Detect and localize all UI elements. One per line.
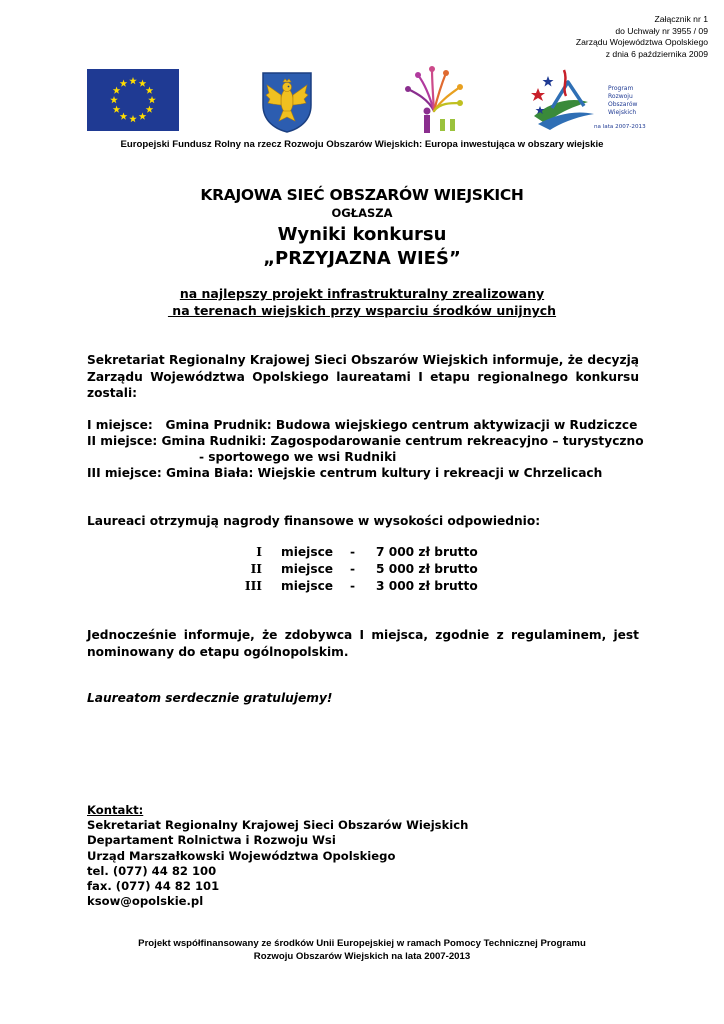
subtitle-line: na najlepszy projekt infrastrukturalny zrealizowany <box>179 286 545 301</box>
attachment-note <box>468 14 708 60</box>
attachment-line: Załącznik nr 1 <box>654 14 708 24</box>
contact-fax: fax. (077) 44 82 101 <box>87 879 220 894</box>
contact-line: Departament Rolnictwa i Rozwoju Wsi <box>87 833 336 848</box>
congratulations: Laureatom serdecznie gratulujemy! <box>87 691 333 705</box>
leader-logo <box>398 63 470 135</box>
award-word: miejsce <box>281 562 334 576</box>
footer-line: Rozwoju Obszarów Wiejskich na lata 2007-2013 <box>253 950 471 962</box>
nomination-paragraph: Jednocześnie informuje, że zdobywca I miejsca, zgodnie z regulaminem, jest nominowany do etapu ogólnopolskim. <box>87 628 639 659</box>
prow-line: Program <box>608 85 634 92</box>
attachment-line: do Uchwały nr 3955 / 09 <box>615 25 708 36</box>
award-dash: - <box>350 579 356 593</box>
awards-intro: Laureaci otrzymują nagrody finansowe w wysokości odpowiednio: <box>87 514 541 528</box>
award-word: miejsce <box>281 545 334 559</box>
contest-name: „PRZYJAZNA WIEŚ” <box>263 248 461 269</box>
footer <box>0 938 724 963</box>
award-place: I <box>256 545 262 559</box>
attachment-line: Zarządu Województwa Opolskiego <box>575 37 708 47</box>
award-amount: 5 000 zł brutto <box>376 562 478 576</box>
award-place: III <box>244 579 262 593</box>
prow-years: na lata 2007-2013 <box>594 124 646 130</box>
award-place: II <box>250 562 262 576</box>
award-amount: 3 000 zł brutto <box>376 579 478 593</box>
organization-title: KRAJOWA SIEĆ OBSZARÓW WIEJSKICH <box>200 186 524 204</box>
contact-phone: tel. (077) 44 82 100 <box>87 863 217 878</box>
contact-heading: Kontakt: <box>87 803 144 817</box>
footer-line: Projekt współfinansowany ze środków Unii Europejskiej w ramach Pomocy Technicznej Programu <box>138 938 586 949</box>
award-dash: - <box>350 545 356 559</box>
prize-second-continued: - sportowego we wsi Rudniki <box>199 450 397 464</box>
award-dash: - <box>350 562 356 576</box>
award-amount: 7 000 zł brutto <box>376 545 478 559</box>
prize-second: II miejsce: Gmina Rudniki: Zagospodarowanie centrum rekreacyjno – turystyczno <box>87 434 644 448</box>
prow-line: Wiejskich <box>608 109 637 116</box>
prow-line: Rozwoju <box>608 93 633 100</box>
intro-paragraph: Sekretariat Regionalny Krajowej Sieci Obszarów Wiejskich informuje, że decyzją Zarządu Województwa Opolskiego laureatami I etapu regionalnego konkursu zostali: <box>87 353 639 400</box>
contact-line: Sekretariat Regionalny Krajowej Sieci Obszarów Wiejskich <box>87 818 469 833</box>
subtitle-line: na terenach wiejskich przy wsparciu środków unijnych <box>167 303 557 318</box>
prize-third: III miejsce: Gmina Biała: Wiejskie centrum kultury i rekreacji w Chrzelicach <box>87 466 603 480</box>
prow-program-logo <box>528 66 646 134</box>
opole-coat-of-arms-logo <box>261 71 313 133</box>
contact-email[interactable]: ksow@opolskie.pl <box>87 894 204 909</box>
prow-line: Obszarów <box>608 101 638 108</box>
attachment-line: z dnia 6 października 2009 <box>605 48 708 59</box>
fund-line: Europejski Fundusz Rolny na rzecz Rozwoju Obszarów Wiejskich: Europa inwestująca w obszary wiejskie <box>120 139 604 150</box>
eu-flag-logo <box>87 69 179 131</box>
contact-block <box>87 803 468 909</box>
results-title: Wyniki konkursu <box>277 224 447 245</box>
contact-line: Urząd Marszałkowski Województwa Opolskiego <box>87 848 396 863</box>
announces-label: OGŁASZA <box>331 206 393 220</box>
prize-first: I miejsce: Gmina Prudnik: Budowa wiejskiego centrum aktywizacji w Rudziczce <box>87 418 638 432</box>
award-word: miejsce <box>281 579 334 593</box>
